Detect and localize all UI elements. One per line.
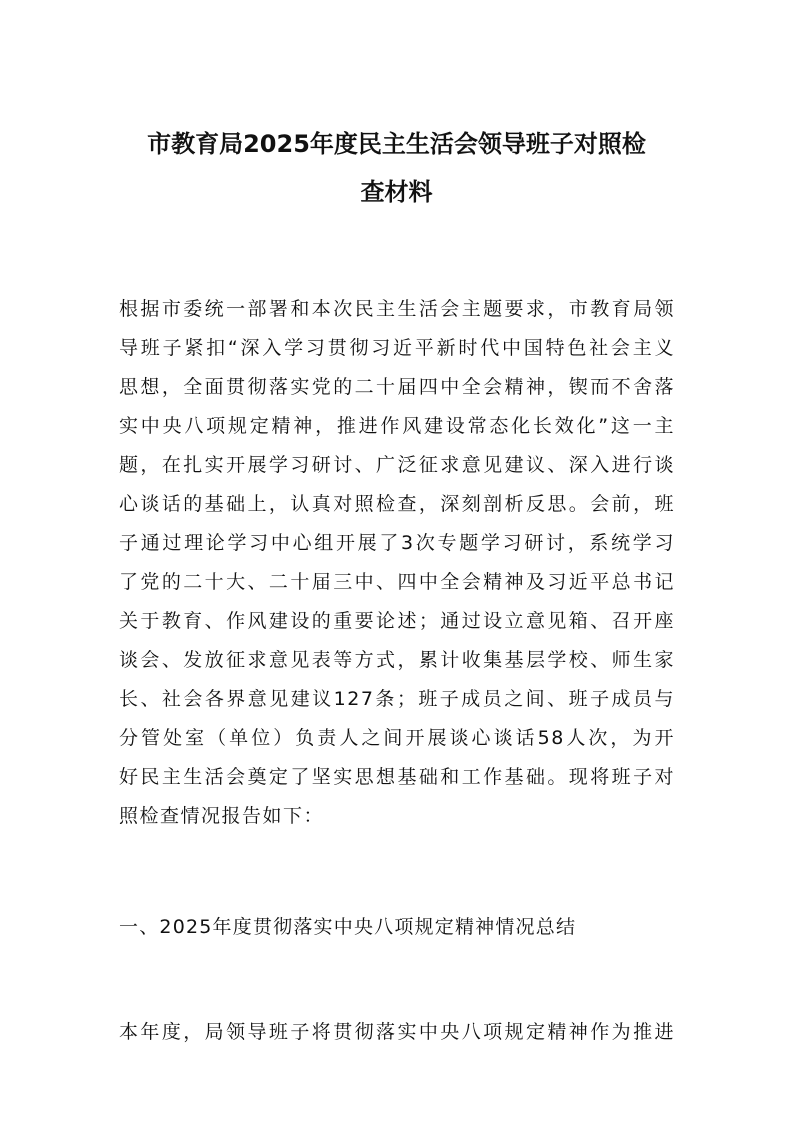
paragraph-line: 实中央八项规定精神，推进作风建设常态化长效化”这一主 <box>119 415 675 437</box>
paragraph-line: 思想，全面贯彻落实党的二十届四中全会精神，锲而不舍落 <box>119 376 675 398</box>
paragraph-line: 长、社会各界意见建议127条；班子成员之间、班子成员与 <box>119 688 675 710</box>
paragraph-line: 好民主生活会奠定了坚实思想基础和工作基础。现将班子对 <box>119 766 675 788</box>
paragraph-line: 关于教育、作风建设的重要论述；通过设立意见箱、召开座 <box>119 610 675 632</box>
title-line-1: 市教育局2025年度民主生活会领导班子对照检 <box>147 130 646 158</box>
section-paragraph-line: 本年度，局领导班子将贯彻落实中央八项规定精神作为推进 <box>119 1021 675 1043</box>
paragraph-line: 谈会、发放征求意见表等方式，累计收集基层学校、师生家 <box>119 649 675 671</box>
title-line-2: 查材料 <box>360 178 433 206</box>
paragraph-line: 分管处室（单位）负责人之间开展谈心谈话58人次，为开 <box>119 727 675 749</box>
paragraph-line: 子通过理论学习中心组开展了3次专题学习研讨，系统学习 <box>119 532 675 554</box>
paragraph-line: 心谈话的基础上，认真对照检查，深刻剖析反思。会前，班 <box>119 493 675 515</box>
document-title <box>100 120 693 216</box>
paragraph-line: 题，在扎实开展学习研讨、广泛征求意见建议、深入进行谈 <box>119 454 675 476</box>
paragraph-line: 照检查情况报告如下： <box>119 805 325 827</box>
paragraph-line: 根据市委统一部署和本次民主生活会主题要求，市教育局领 <box>119 298 675 320</box>
paragraph-line: 了党的二十大、二十届三中、四中全会精神及习近平总书记 <box>119 571 675 593</box>
section-heading: 一、2025年度贯彻落实中央八项规定精神情况总结 <box>119 916 577 938</box>
intro-paragraph <box>119 290 675 836</box>
paragraph-line: 导班子紧扣“深入学习贯彻习近平新时代中国特色社会主义 <box>119 337 675 359</box>
